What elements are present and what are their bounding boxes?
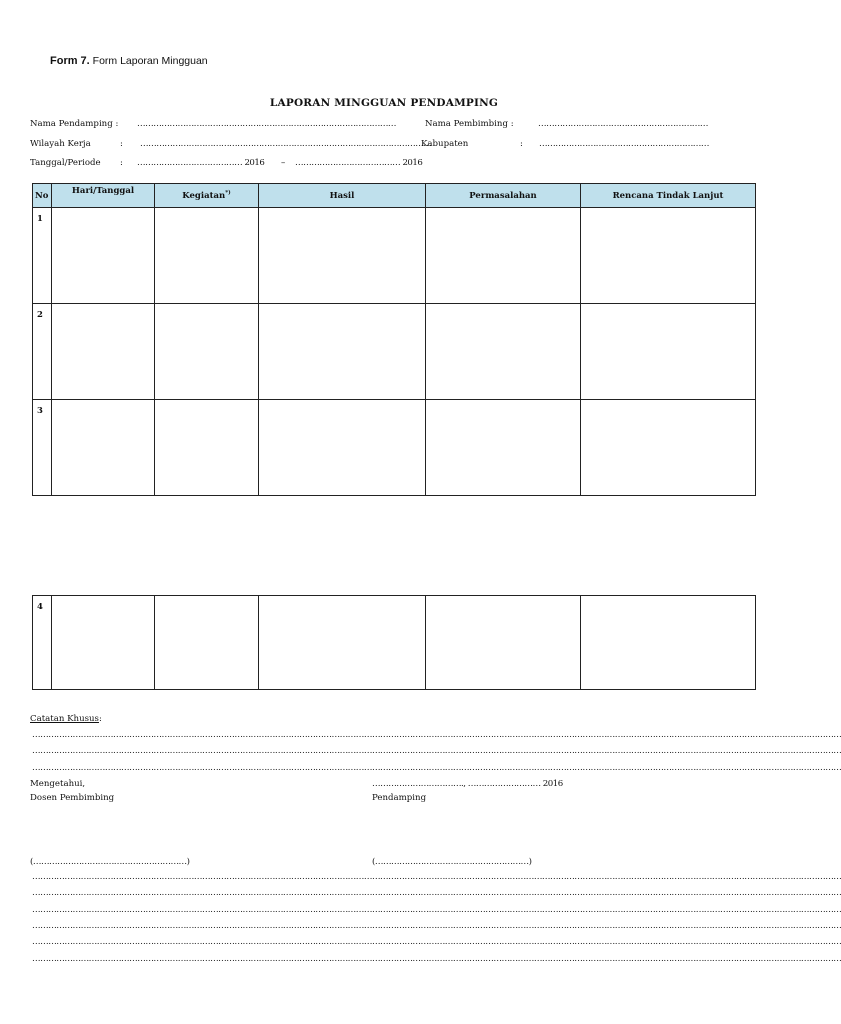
dosen-signature-name[interactable]: (…………………………………………………) [30,857,190,867]
periode-end-field[interactable]: ………………………………… 2016 [295,158,423,168]
kabupaten-colon: : [520,139,523,149]
nama-pendamping-label: Nama Pendamping : [30,119,119,129]
row-number: 1 [33,208,52,304]
catatan-colon: : [98,714,102,724]
blank-line: ………………………………………………………………………………………………………………………………………………………………………………………………………………………………………………………………………… [32,921,841,931]
cell-hasil[interactable] [259,596,426,690]
wilayah-kerja-field[interactable]: ……………………………………………………………………………………………… [140,139,432,149]
cell-hari-tanggal[interactable] [52,400,155,496]
row-number: 4 [33,596,52,690]
col-header-kegiatan-label: Kegiatan [182,190,226,201]
cell-kegiatan[interactable] [155,304,259,400]
tanggal-colon: : [120,158,123,168]
form-number: Form 7. [50,55,90,67]
blank-line: ………………………………………………………………………………………………………………………………………………………………………………………………………………………………………………………………………… [32,888,841,898]
kabupaten-label: Kabupaten [421,139,469,149]
wilayah-kerja-label: Wilayah Kerja [30,139,91,149]
dosen-pembimbing-label: Dosen Pembimbing [30,793,115,803]
periode-start-field[interactable]: ………………………………… 2016 [137,158,265,168]
col-header-kegiatan [155,184,259,208]
cell-rencana[interactable] [581,208,756,304]
cell-rencana[interactable] [581,596,756,690]
wilayah-colon: : [120,139,123,149]
kegiatan-footnote-mark: *) [225,190,231,197]
weekly-report-table [32,183,756,496]
cell-permasalahan[interactable] [426,304,581,400]
tanggal-dash: – [281,158,286,168]
cell-hari-tanggal[interactable] [52,596,155,690]
nama-pembimbing-label: Nama Pembimbing : [425,119,514,129]
catatan-line[interactable]: ………………………………………………………………………………………………………………………………………………………………………………………………………………………………………………………………………… [32,746,841,756]
cell-permasalahan[interactable] [426,208,581,304]
cell-hari-tanggal[interactable] [52,304,155,400]
cell-kegiatan[interactable] [155,208,259,304]
nama-pendamping-field[interactable]: …………………………………………………………………………………… [137,119,396,129]
col-header-hari-tanggal-label: Hari/Tanggal [71,185,135,196]
cell-hasil[interactable] [259,400,426,496]
cell-kegiatan[interactable] [155,596,259,690]
table-row [33,596,756,690]
kabupaten-field[interactable]: ……………………………………………………… [539,139,709,149]
table-row [33,400,756,496]
cell-kegiatan[interactable] [155,400,259,496]
blank-line: ………………………………………………………………………………………………………………………………………………………………………………………………………………………………………………………………………… [32,954,841,964]
table-row [33,208,756,304]
nama-pembimbing-field[interactable]: ……………………………………………………… [538,119,708,129]
mengetahui-label: Mengetahui, [30,779,86,789]
catatan-khusus-text: Catatan Khusus [30,714,99,724]
cell-hasil[interactable] [259,208,426,304]
blank-line: ………………………………………………………………………………………………………………………………………………………………………………………………………………………………………………………………………… [32,937,841,947]
col-header-hasil: Hasil [259,184,426,208]
col-header-permasalahan: Permasalahan [426,184,581,208]
form-name: Form Laporan Mingguan [92,55,208,67]
row-number: 2 [33,304,52,400]
form-label [50,55,208,67]
cell-hasil[interactable] [259,304,426,400]
blank-line: ………………………………………………………………………………………………………………………………………………………………………………………………………………………………………………………………………… [32,872,841,882]
cell-rencana[interactable] [581,400,756,496]
pendamping-signature-name[interactable]: (…………………………………………………) [372,857,532,867]
col-header-rencana: Rencana Tindak Lanjut [581,184,756,208]
weekly-report-table-continued [32,595,756,690]
blank-line: ………………………………………………………………………………………………………………………………………………………………………………………………………………………………………………………………………… [32,905,841,915]
cell-rencana[interactable] [581,304,756,400]
row-number: 3 [33,400,52,496]
catatan-line[interactable]: ………………………………………………………………………………………………………………………………………………………………………………………………………………………………………………………………………… [32,763,841,773]
page-title: LAPORAN MINGGUAN PENDAMPING [269,97,499,109]
col-header-hari-tanggal [52,184,155,208]
cell-permasalahan[interactable] [426,400,581,496]
col-header-no: No [33,184,52,208]
cell-hari-tanggal[interactable] [52,208,155,304]
tanggal-label: Tanggal/Periode [30,158,101,168]
catatan-line[interactable]: ………………………………………………………………………………………………………………………………………………………………………………………………………………………………………………………………………… [32,730,841,740]
place-date-field[interactable]: ……………………………., ……………………… 2016 [372,779,563,789]
table-row [33,304,756,400]
cell-permasalahan[interactable] [426,596,581,690]
pendamping-label: Pendamping [372,793,427,803]
catatan-khusus-label [30,714,102,724]
